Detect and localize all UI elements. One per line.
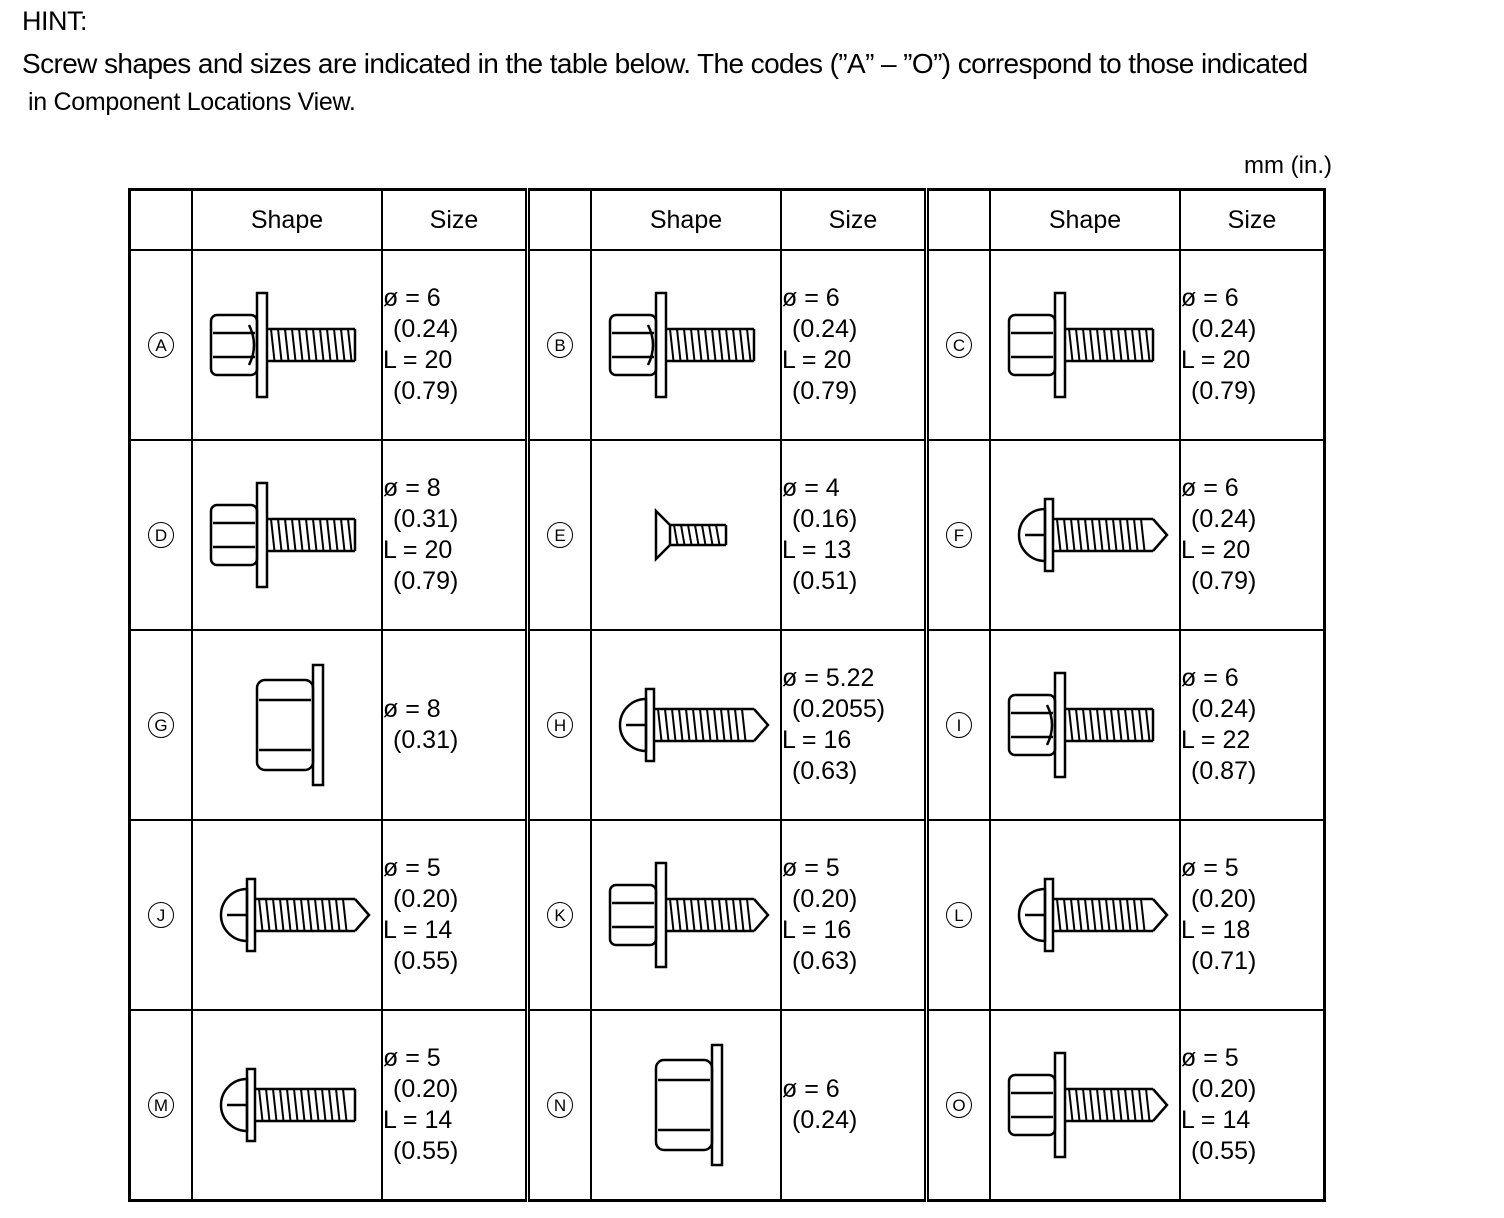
size-inch-value: (0.24) [393,315,459,343]
shape-header: Shape [591,190,781,251]
size-inch-value: (0.24) [1191,505,1257,533]
code-cell [130,440,193,630]
circled-code-label: H [547,712,573,738]
round-head-tapping-screw-icon [995,465,1175,605]
size-inch-value: (0.79) [1191,567,1257,595]
size-value: ø = 6 [1181,664,1239,692]
size-value: ø = 6 [1181,284,1239,312]
shape-header: Shape [192,190,382,251]
code-cell [130,820,193,1010]
size-inch-value: (0.79) [792,377,858,405]
size-value: ø = 6 [383,284,441,312]
circled-code-label: D [148,522,174,548]
size-inch-value: (0.55) [393,947,459,975]
size-inch-value: (0.51) [792,567,858,595]
table-row [130,250,1325,440]
circled-code-label: F [946,522,972,548]
shape-cell [192,630,382,820]
shape-cell [990,1010,1180,1201]
size-value: ø = 4 [782,474,840,502]
table-row [130,1010,1325,1201]
size-inch-value: (0.16) [792,505,858,533]
size-value: ø = 5 [1181,1044,1239,1072]
code-cell [130,630,193,820]
hint-title: HINT: [22,6,87,36]
size-inch-value: (0.24) [1191,315,1257,343]
screw-table-container [128,188,1326,1202]
size-inch-value: (0.2055) [792,695,886,723]
shape-cell [192,820,382,1010]
size-inch-value: (0.31) [393,505,459,533]
hex-flange-bolt-icon [995,275,1175,415]
code-cell [528,1010,592,1201]
table-row [130,820,1325,1010]
size-value: ø = 6 [782,1075,840,1103]
hex-flange-bolt-large-icon [197,465,377,605]
size-inch-value: (0.20) [393,885,459,913]
code-cell [927,1010,991,1201]
size-cell [1180,1010,1325,1201]
hex-flange-washer-screw-icon [197,275,377,415]
screw-table [128,188,1326,1202]
round-head-tapping-screw-icon [995,845,1175,985]
shape-cell [990,820,1180,1010]
shape-cell [591,820,781,1010]
round-head-tapping-screw-icon [596,655,776,795]
size-inch-value: (0.24) [1191,695,1257,723]
size-inch-value: (0.79) [393,567,459,595]
table-row [130,630,1325,820]
size-inch-value: (0.79) [1191,377,1257,405]
size-inch-value: (0.31) [393,726,459,754]
size-value: L = 22 [1181,726,1251,754]
circled-code-label: E [547,522,573,548]
shape-cell [591,250,781,440]
countersunk-screw-icon [596,465,776,605]
circled-code-label: N [547,1092,573,1118]
size-cell [781,1010,927,1201]
hex-flange-tapping-screw-icon [596,845,776,985]
size-value: L = 14 [383,916,453,944]
shape-cell [591,440,781,630]
circled-code-label: O [946,1092,972,1118]
size-value: L = 20 [1181,346,1251,374]
shape-cell [990,250,1180,440]
code-cell [528,630,592,820]
size-value: L = 16 [782,916,852,944]
code-header [927,190,991,251]
code-cell [130,1010,193,1201]
size-inch-value: (0.55) [1191,1137,1257,1165]
shape-cell [192,440,382,630]
size-inch-value: (0.55) [393,1137,459,1165]
code-header [130,190,193,251]
size-value: L = 14 [1181,1106,1251,1134]
size-cell [1180,820,1325,1010]
size-cell [382,1010,528,1201]
size-value: L = 14 [383,1106,453,1134]
circled-code-label: J [148,902,174,928]
circled-code-label: B [547,332,573,358]
circled-code-label: A [148,332,174,358]
size-header: Size [781,190,927,251]
hex-head-tapping-screw-icon [995,1035,1175,1175]
size-value: ø = 5 [782,854,840,882]
flange-nut-icon [197,655,377,795]
table-row [130,440,1325,630]
hint-text-line-2: in Component Locations View. [28,88,356,116]
size-value: ø = 8 [383,695,441,723]
size-value: ø = 8 [383,474,441,502]
circled-code-label: M [148,1092,174,1118]
code-cell [927,250,991,440]
size-inch-value: (0.20) [1191,1075,1257,1103]
size-value: ø = 6 [782,284,840,312]
code-cell [927,440,991,630]
shape-cell [192,1010,382,1201]
hex-flange-washer-screw-icon [995,655,1175,795]
circled-code-label: C [946,332,972,358]
size-value: L = 20 [782,346,852,374]
size-inch-value: (0.24) [792,315,858,343]
size-inch-value: (0.63) [792,947,858,975]
size-value: L = 18 [1181,916,1251,944]
flange-nut-icon [596,1035,776,1175]
units-label: mm (in.) [1244,152,1332,179]
size-cell [382,820,528,1010]
size-cell [1180,630,1325,820]
shape-cell [591,1010,781,1201]
size-cell [382,630,528,820]
size-inch-value: (0.20) [792,885,858,913]
code-cell [528,820,592,1010]
code-header [528,190,592,251]
hex-flange-washer-screw-icon [596,275,776,415]
code-cell [927,630,991,820]
size-value: L = 20 [383,346,453,374]
size-inch-value: (0.87) [1191,757,1257,785]
size-value: ø = 5.22 [782,664,875,692]
size-cell [781,630,927,820]
circled-code-label: G [148,712,174,738]
size-cell [382,250,528,440]
shape-cell [192,250,382,440]
round-head-screw-icon [197,1035,377,1175]
shape-cell [990,630,1180,820]
code-cell [130,250,193,440]
size-cell [781,440,927,630]
size-inch-value: (0.20) [393,1075,459,1103]
size-inch-value: (0.24) [792,1106,858,1134]
size-value: L = 13 [782,536,852,564]
code-cell [528,250,592,440]
size-cell [781,820,927,1010]
size-cell [1180,250,1325,440]
size-inch-value: (0.79) [393,377,459,405]
size-value: L = 20 [383,536,453,564]
size-inch-value: (0.63) [792,757,858,785]
size-inch-value: (0.71) [1191,947,1257,975]
hint-text-line-1: Screw shapes and sizes are indicated in the table below. The codes (”A” – ”O”) correspond to those indicated [22,48,1308,79]
size-value: L = 16 [782,726,852,754]
size-value: ø = 5 [383,854,441,882]
size-value: L = 20 [1181,536,1251,564]
circled-code-label: K [547,902,573,928]
shape-cell [591,630,781,820]
circled-code-label: I [946,712,972,738]
size-header: Size [382,190,528,251]
size-value: ø = 5 [383,1044,441,1072]
code-cell [927,820,991,1010]
size-cell [781,250,927,440]
round-head-tapping-screw-icon [197,845,377,985]
size-header: Size [1180,190,1325,251]
circled-code-label: L [946,902,972,928]
size-value: ø = 6 [1181,474,1239,502]
header-row [130,190,1325,251]
code-cell [528,440,592,630]
shape-cell [990,440,1180,630]
shape-header: Shape [990,190,1180,251]
size-value: ø = 5 [1181,854,1239,882]
size-inch-value: (0.20) [1191,885,1257,913]
size-cell [382,440,528,630]
size-cell [1180,440,1325,630]
